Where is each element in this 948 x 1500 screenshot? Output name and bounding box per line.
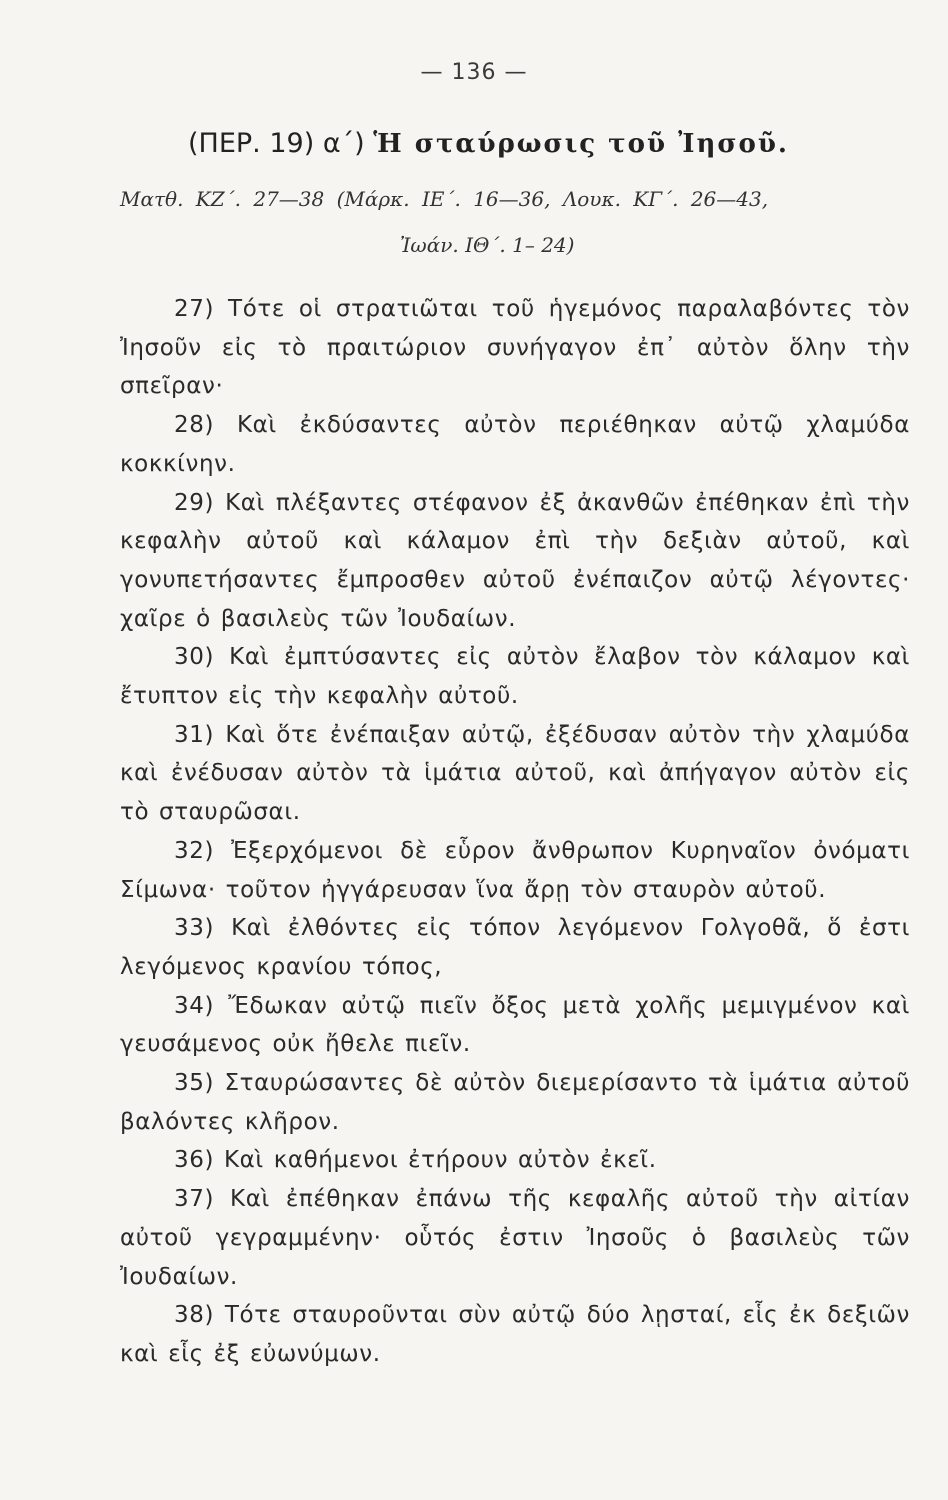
- verse-text: Τότε οἱ στρατιῶται τοῦ ἡγεμόνος παραλαβόντες τὸν Ἰησοῦν εἰς τὸ πραιτώριον συνήγαγον ἐπ᾽ αὐτὸν ὅλην τὴν σπεῖραν·: [120, 296, 910, 400]
- verse: [120, 909, 910, 986]
- verse-text: Καὶ ἐκδύσαντες αὐτὸν περιέθηκαν αὐτῷ χλαμύδα κοκκίνην.: [120, 412, 910, 477]
- verse: [120, 832, 910, 909]
- chapter-heading: [188, 128, 789, 159]
- verse-text: Καὶ πλέξαντες στέφανον ἐξ ἀκανθῶν ἐπέθηκαν ἐπὶ τὴν κεφαλὴν αὐτοῦ καὶ κάλαμον ἐπὶ τὴν δεξιὰν αὐτοῦ, καὶ γονυπετήσαντες ἔμπροσθεν αὐτοῦ ἐνέπαιζον αὐτῷ λέγοντες· χαῖρε ὁ βασιλεὺς τῶν Ἰουδαίων.: [120, 489, 910, 632]
- verse-number: 30): [174, 644, 215, 671]
- verse-text: Καὶ καθήμενοι ἐτήρουν αὐτὸν ἐκεῖ.: [223, 1147, 657, 1174]
- verse-number: 29): [174, 489, 215, 516]
- verse: [120, 406, 910, 483]
- chapter-title: Ἡ σταύρωσις τοῦ Ἰησοῦ.: [373, 129, 789, 159]
- verse: [120, 1064, 910, 1141]
- verse: [120, 1296, 910, 1373]
- verse-text: Καὶ ἐλθόντες εἰς τόπον λεγόμενον Γολγοθᾶ, ὅ ἐστι λεγόμενος κρανίου τόπος,: [120, 915, 910, 980]
- verse-text: Σταυρώσαντες δὲ αὐτὸν διεμερίσαντο τὰ ἱμάτια αὐτοῦ βαλόντες κλῆρον.: [120, 1070, 910, 1135]
- verse: [120, 638, 910, 715]
- verse-number: 33): [174, 915, 215, 942]
- verse-text: Ἐξερχόμενοι δὲ εὗρον ἄνθρωπον Κυρηναῖον ὀνόματι Σίμωνα· τοῦτον ἠγγάρευσαν ἵνα ἄρῃ τὸν σταυρὸν αὐτοῦ.: [120, 837, 910, 903]
- verse-number: 31): [174, 721, 215, 748]
- verse-number: 36): [174, 1147, 215, 1174]
- verse-number: 27): [174, 296, 215, 322]
- page-number: — 136 —: [420, 60, 528, 85]
- verse: [120, 484, 910, 639]
- verse-number: 35): [174, 1070, 215, 1097]
- scripture-references: Ματθ. ΚΖ΄. 27—38 (Μάρκ. ΙΕ΄. 16—36, Λουκ. ΚΓ΄. 26—43,: [120, 187, 769, 211]
- verse: [120, 1141, 910, 1180]
- verse-text: Καὶ ἐπέθηκαν ἐπάνω τῆς κεφαλῆς αὐτοῦ τὴν αἰτίαν αὐτοῦ γεγραμμένην· οὗτός ἐστιν Ἰησοῦς ὁ βασιλεὺς τῶν Ἰουδαίων.: [120, 1186, 910, 1290]
- verse-number: 34): [174, 992, 215, 1019]
- verse-text: Καὶ ἐμπτύσαντες εἰς αὐτὸν ἔλαβον τὸν κάλαμον καὶ ἔτυπτον εἰς τὴν κεφαλὴν αὐτοῦ.: [120, 644, 910, 710]
- section-ref: (ΠΕΡ. 19): [188, 128, 315, 159]
- verse-number: 37): [174, 1186, 215, 1213]
- verse: [120, 1180, 910, 1296]
- scripture-references-continued: Ἰωάν. ΙΘ΄. 1– 24): [400, 233, 575, 257]
- verse-text: Ἔδωκαν αὐτῷ πιεῖν ὄξος μετὰ χολῆς μεμιγμένον καὶ γευσάμενος οὐκ ἤθελε πιεῖν.: [120, 992, 910, 1058]
- verse-number: 28): [174, 412, 215, 439]
- verse-number: 32): [174, 837, 215, 864]
- verse-number: 38): [174, 1302, 215, 1329]
- verse-text: Τότε σταυροῦνται σὺν αὐτῷ δύο λῃσταί, εἷς ἐκ δεξιῶν καὶ εἷς ἐξ εὐωνύμων.: [120, 1302, 910, 1367]
- verse-list: [120, 290, 910, 1374]
- verse-text: Καὶ ὅτε ἐνέπαιξαν αὐτῷ, ἐξέδυσαν αὐτὸν τὴν χλαμύδα καὶ ἐνέδυσαν αὐτὸν τὰ ἱμάτια αὐτοῦ, καὶ ἀπήγαγον αὐτὸν εἰς τὸ σταυρῶσαι.: [120, 721, 910, 826]
- part-label: α΄): [322, 128, 365, 159]
- verse: [120, 716, 910, 832]
- verse: [120, 987, 910, 1064]
- verse: [120, 290, 910, 406]
